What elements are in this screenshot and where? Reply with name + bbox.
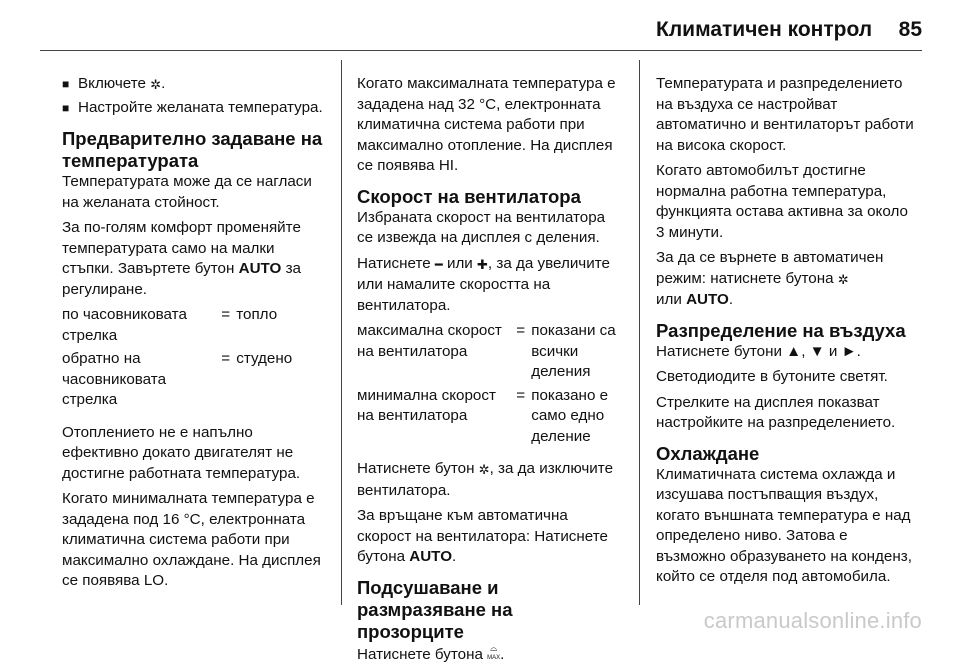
table-row: по часовниковата стрелка = топло	[62, 306, 278, 344]
header-divider	[40, 50, 922, 51]
fan-icon: ✲	[837, 271, 849, 287]
windshield-defrost-icon: ⌓ MAX	[487, 642, 501, 661]
column-3	[656, 74, 920, 593]
paragraph: За по-голям комфорт променяйте температурата само на малки стъпки. Завъртете бутон AUTO за регулиране.	[62, 219, 302, 298]
page-number: 85	[898, 18, 922, 41]
paragraph: Температурата и разпределението на въздуха се настройват автоматично и вентилаторът работи на висока скорост.	[656, 75, 914, 154]
paragraph: Когато максималната температура е зададена над 32 °C, електронната климатична система работи при максимално отопление. На дисплея се появява HI.	[357, 75, 616, 174]
bullet-square-icon: ■	[62, 100, 70, 115]
section-heading: Подсушаване и размразяване на прозорците	[357, 576, 513, 642]
paragraph: За връщане към автоматична скорост на вентилатора: Натиснете бутона AUTO.	[357, 507, 608, 565]
paragraph: Натиснете бутона ⌓ MAX .	[357, 642, 505, 663]
table-row: максимална скорост на вентилатора = показани са всички деления	[357, 322, 616, 380]
paragraph: Когато минималната температура е зададена под 16 °C, електронната климатична система работи при максимално охлаждане. На дисплея се появява LO.	[62, 490, 321, 589]
watermark: carmanualsonline.info	[703, 608, 922, 633]
paragraph: Светодиодите в бутоните светят.	[656, 368, 888, 385]
paragraph: Стрелките на дисплея показват настройките на разпределението.	[656, 393, 896, 431]
paragraph: Климатичната система охлажда и изсушава постъпващия въздух, когато външната температура е над определено ниво. Затова е възможно образуването на конденз, който се отделя под автомобила.	[656, 465, 912, 585]
minus-icon: ━	[434, 256, 443, 272]
column-divider-2	[639, 60, 640, 605]
section-heading: Предварително задаване на температурата	[62, 128, 323, 171]
fan-icon: ✲	[150, 77, 162, 92]
paragraph: Отоплението не е напълно ефективно докато двигателят не достигне работната температура.	[62, 423, 301, 482]
paragraph: Избраната скорост на вентилатора се извежда на дисплея с деления.	[357, 208, 606, 246]
auto-label: AUTO	[409, 548, 453, 565]
list-item: ■ Включете ✲.	[62, 74, 326, 96]
paragraph: Натиснете бутон ✲, за да изключите вентилатора.	[357, 460, 614, 499]
bullet-square-icon: ■	[62, 77, 70, 91]
list-item: ■ Настройте желаната температура.	[62, 98, 326, 119]
bullet-list	[62, 74, 326, 118]
paragraph: Натиснете бутони ▲, ▼ и ►.	[656, 342, 861, 360]
auto-label: AUTO	[238, 260, 282, 277]
column-2	[357, 74, 621, 670]
paragraph: Когато автомобилът достигне нормална работна температура, функцията остава активна за около 3 минути.	[656, 162, 908, 241]
paragraph: Натиснете ━ или ✚, за да увеличите или намалите скоростта на вентилатора.	[357, 254, 610, 314]
section-heading: Скорост на вентилатора	[357, 185, 581, 207]
auto-label: AUTO	[686, 291, 729, 308]
paragraph: Температурата може да се нагласи на желаната стойност.	[62, 173, 312, 211]
table-row: обратно на часовниковата стрелка = студено	[62, 350, 293, 408]
section-heading: Охлаждане	[656, 442, 760, 464]
definition-table	[357, 321, 621, 447]
plus-icon: ✚	[477, 256, 488, 272]
section-heading: Разпределение на въздуха	[656, 319, 906, 341]
fan-icon: ✲	[478, 462, 490, 477]
column-1	[62, 74, 326, 597]
table-row: минимална скорост на вентилатора = показано е само едно деление	[357, 386, 609, 445]
column-divider-1	[341, 60, 342, 605]
paragraph: За да се върнете в автоматичен режим: натиснете бутона ✲ или AUTO.	[656, 249, 884, 308]
definition-table	[62, 305, 326, 411]
header-title: Климатичен контрол	[656, 18, 873, 41]
